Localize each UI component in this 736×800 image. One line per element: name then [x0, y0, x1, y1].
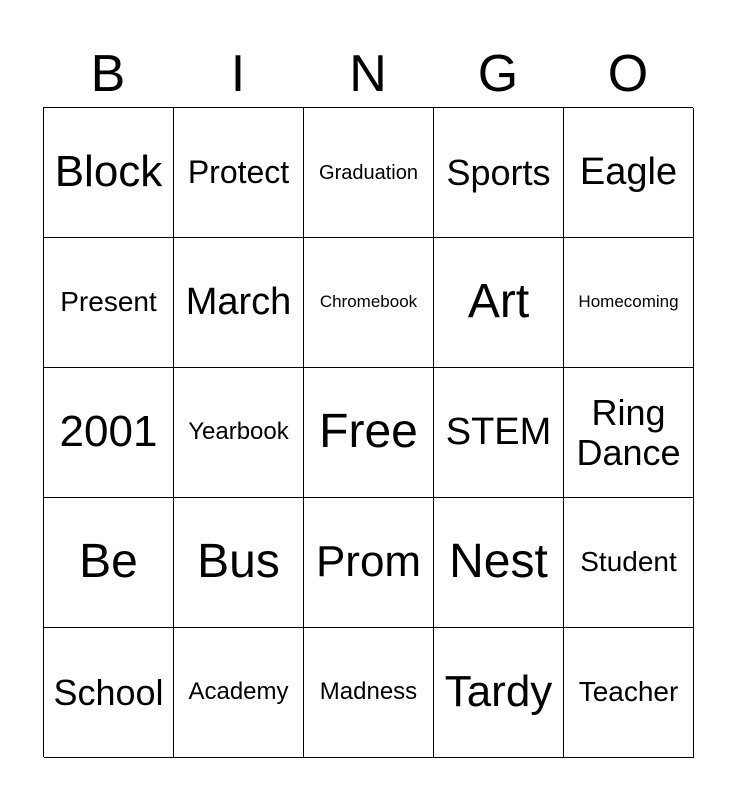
cell-text: Art — [467, 275, 530, 329]
bingo-cell[interactable] — [174, 498, 304, 628]
bingo-cell[interactable] — [434, 498, 564, 628]
cell-text: Block — [54, 147, 163, 197]
bingo-cell[interactable] — [174, 628, 304, 758]
bingo-cell[interactable] — [564, 238, 694, 368]
cell-text: Graduation — [319, 161, 418, 184]
cell-text: Ring Dance — [576, 391, 681, 473]
bingo-cell[interactable] — [44, 108, 174, 238]
bingo-cell[interactable] — [174, 368, 304, 498]
cell-text: Nest — [449, 535, 548, 589]
header-letter-o: O — [607, 45, 649, 103]
bingo-cell[interactable] — [44, 368, 174, 498]
bingo-cell[interactable] — [564, 628, 694, 758]
cell-text: Be — [79, 535, 138, 589]
cell-text: Bus — [197, 535, 280, 589]
cell-text: Homecoming — [578, 292, 679, 312]
cell-text: Present — [60, 286, 157, 318]
cell-text: Yearbook — [188, 418, 289, 446]
cell-text: Prom — [315, 537, 422, 587]
cell-text: Eagle — [579, 150, 678, 193]
cell-text: Teacher — [578, 676, 679, 708]
cell-text: Student — [580, 546, 677, 578]
cell-text: School — [53, 671, 164, 713]
bingo-cell[interactable] — [564, 108, 694, 238]
header-letter-g: G — [477, 45, 519, 103]
bingo-cell[interactable] — [434, 108, 564, 238]
bingo-cell[interactable] — [434, 628, 564, 758]
cell-text: Sports — [446, 151, 551, 193]
bingo-cell[interactable] — [44, 628, 174, 758]
cell-text: Tardy — [444, 667, 553, 717]
bingo-grid — [43, 107, 693, 757]
cell-text: March — [185, 280, 292, 323]
bingo-cell[interactable] — [304, 368, 434, 498]
bingo-cell[interactable] — [434, 238, 564, 368]
bingo-cell[interactable] — [434, 368, 564, 498]
cell-text: Academy — [188, 678, 289, 706]
cell-text: Free — [319, 405, 418, 459]
bingo-cell[interactable] — [44, 498, 174, 628]
cell-text: Madness — [319, 678, 418, 706]
bingo-cell[interactable] — [304, 238, 434, 368]
bingo-header — [43, 42, 693, 106]
bingo-cell[interactable] — [174, 238, 304, 368]
header-letter-b: B — [90, 45, 126, 103]
bingo-cell[interactable] — [564, 368, 694, 498]
header-letter-n: N — [349, 45, 387, 103]
bingo-cell[interactable] — [304, 108, 434, 238]
cell-text: 2001 — [59, 407, 158, 457]
cell-text: STEM — [445, 410, 552, 453]
cell-text: Chromebook — [319, 292, 418, 312]
bingo-cell[interactable] — [174, 108, 304, 238]
bingo-cell[interactable] — [564, 498, 694, 628]
bingo-cell[interactable] — [304, 498, 434, 628]
bingo-cell[interactable] — [304, 628, 434, 758]
cell-text: Protect — [187, 153, 290, 190]
header-letter-i: I — [230, 45, 246, 103]
bingo-cell[interactable] — [44, 238, 174, 368]
